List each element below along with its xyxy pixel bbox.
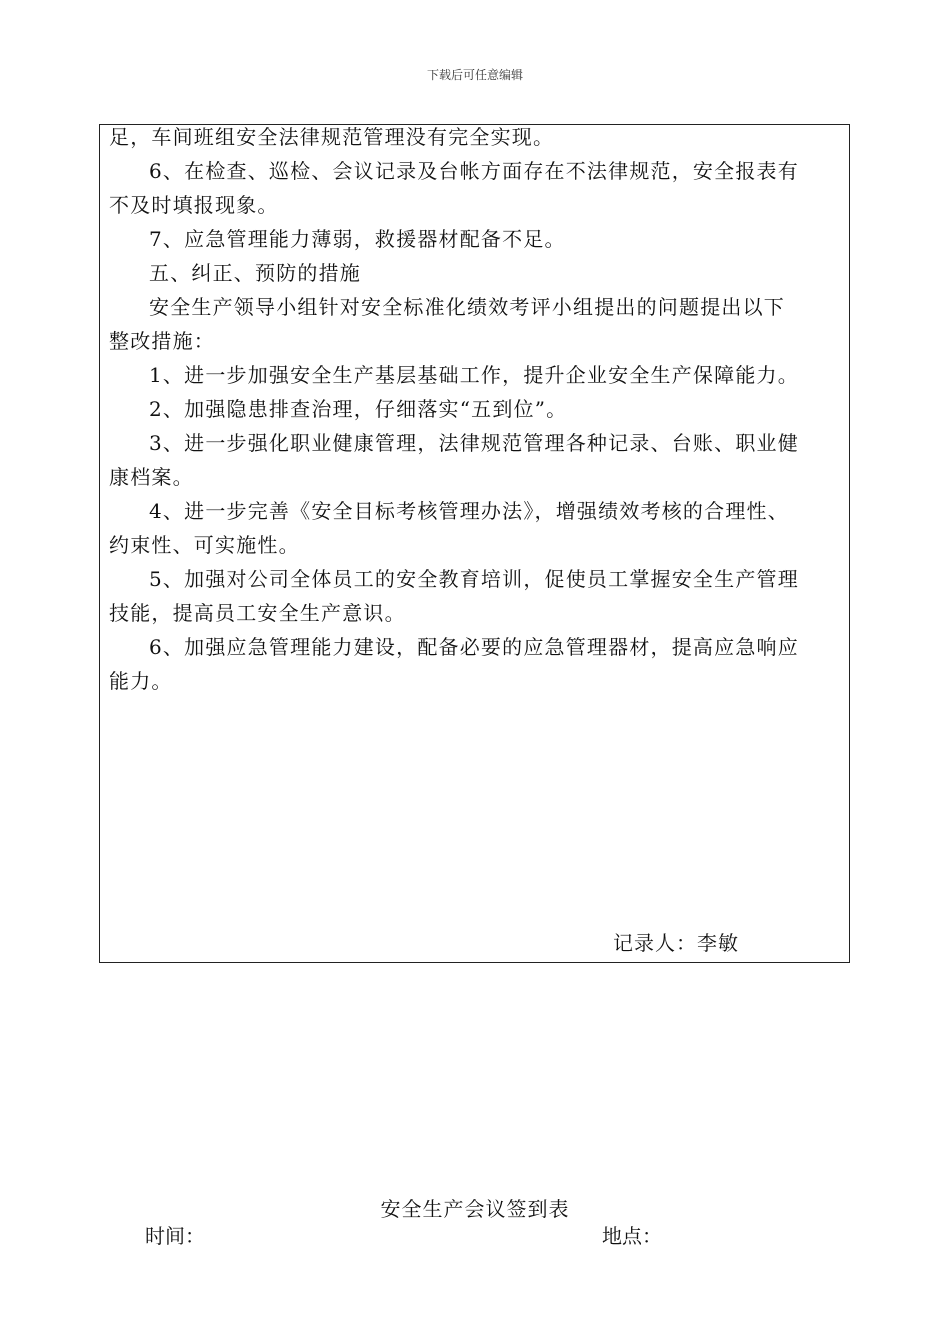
measure-item-1: 1、进一步加强安全生产基层基础工作，提升企业安全生产保障能力。 xyxy=(149,363,799,387)
signin-form-title: 安全生产会议签到表 xyxy=(380,1197,570,1221)
measure-item-3: 3、进一步强化职业健康管理，法律规范管理各种记录、台账、职业健 xyxy=(149,431,799,455)
record-line-1: 足，车间班组安全法律规范管理没有完全实现。 xyxy=(109,125,555,149)
measure-item-4-cont: 约束性、可实施性。 xyxy=(109,533,300,557)
measure-item-3-cont: 康档案。 xyxy=(109,465,194,489)
recorder-signature: 记录人：李敏 xyxy=(613,931,739,955)
measure-item-5: 5、加强对公司全体员工的安全教育培训，促使员工掌握安全生产管理 xyxy=(149,567,799,591)
measure-item-6-cont: 能力。 xyxy=(109,669,173,693)
record-line-2: 6、在检查、巡检、会议记录及台帐方面存在不法律规范，安全报表有 xyxy=(149,159,799,183)
section-heading: 五、纠正、预防的措施 xyxy=(149,261,361,285)
measure-item-5-cont: 技能，提高员工安全生产意识。 xyxy=(109,601,406,625)
header-note: 下载后可任意编辑 xyxy=(426,68,523,82)
record-line-7: 整改措施： xyxy=(109,329,215,353)
meeting-record-box xyxy=(99,124,850,963)
time-label: 时间： xyxy=(145,1224,205,1248)
record-line-6: 安全生产领导小组针对安全标准化绩效考评小组提出的问题提出以下 xyxy=(149,295,785,319)
measure-item-6: 6、加强应急管理能力建设，配备必要的应急管理器材，提高应急响应 xyxy=(149,635,799,659)
record-line-4: 7、应急管理能力薄弱，救援器材配备不足。 xyxy=(149,227,566,251)
place-label: 地点： xyxy=(602,1224,662,1248)
measure-item-4: 4、进一步完善《安全目标考核管理办法》，增强绩效考核的合理性、 xyxy=(149,499,789,523)
record-line-3: 不及时填报现象。 xyxy=(109,193,279,217)
measure-item-2: 2、加强隐患排查治理，仔细落实“五到位”。 xyxy=(149,397,568,421)
